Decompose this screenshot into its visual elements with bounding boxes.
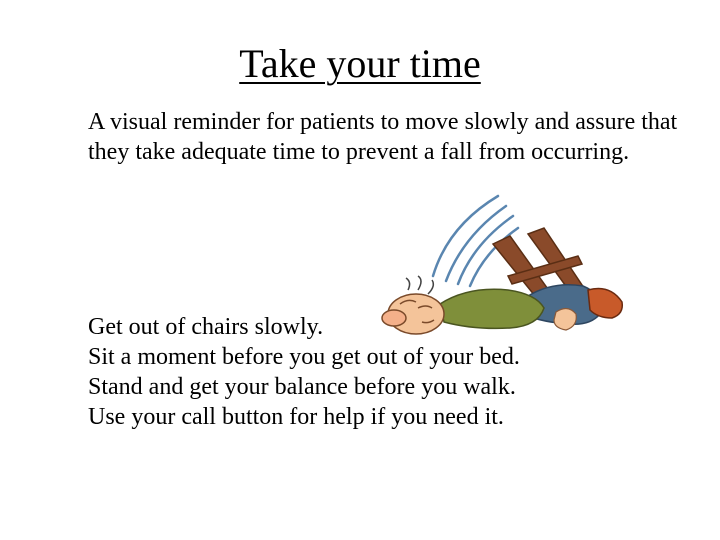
intro-paragraph: A visual reminder for patients to move slowly and assure that they take adequate time to prevent a fall from occurring. <box>88 109 678 165</box>
tip-item: Use your call button for help if you need it. <box>88 404 504 430</box>
slide-title: Take your time <box>239 41 481 86</box>
tip-item: Sit a moment before you get out of your bed. <box>88 344 520 370</box>
tip-item: Get out of chairs slowly. <box>88 314 324 340</box>
tips-list <box>88 312 688 432</box>
tip-item: Stand and get your balance before you walk. <box>88 374 516 400</box>
